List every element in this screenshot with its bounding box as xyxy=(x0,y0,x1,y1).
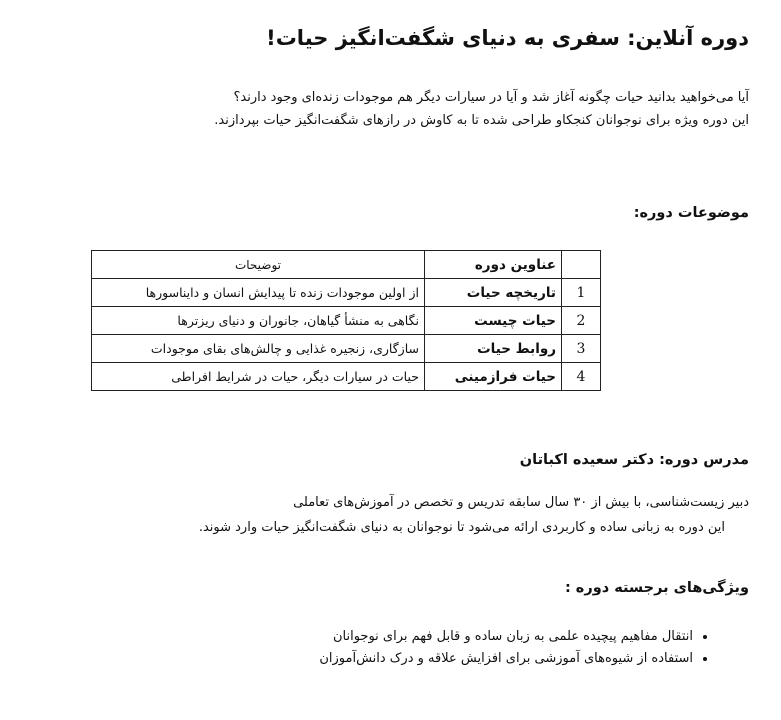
topics-table xyxy=(91,250,601,391)
teacher-heading: مدرس دوره: دکتر سعیده اکباتان xyxy=(519,452,749,468)
topics-heading: موضوعات دوره: xyxy=(633,205,749,221)
row-number: 3 xyxy=(562,335,601,363)
table-header-row xyxy=(92,251,601,279)
row-number: 1 xyxy=(562,279,601,307)
row-number: 4 xyxy=(562,363,601,391)
teacher-paragraph xyxy=(49,490,749,540)
features-heading: ویژگی‌های برجسته دوره : xyxy=(564,580,749,596)
row-title: تاریخچه حیات xyxy=(425,279,562,307)
table-header-description: توضیحات xyxy=(92,251,425,279)
intro-line: این دوره ویژه برای نوجوانان کنجکاو طراحی شده تا به کاوش در رازهای شگفت‌انگیز حیات بپردازند. xyxy=(214,113,749,128)
row-number: 2 xyxy=(562,307,601,335)
row-title: حیات چیست xyxy=(425,307,562,335)
teacher-line: دبیر زیست‌شناسی، با بیش از ۳۰ سال سابقه تدریس و تخصص در آموزش‌های تعاملی xyxy=(293,495,749,510)
intro-line: آیا می‌خواهید بدانید حیات چگونه آغاز شد و آیا در سیارات دیگر هم موجودات زنده‌ای وجود دارند؟ xyxy=(233,90,749,105)
table-row xyxy=(92,307,601,335)
teacher-line: این دوره به زبانی ساده و کاربردی ارائه می‌شود تا نوجوانان به دنیای شگفت‌انگیز حیات وارد شوند. xyxy=(198,520,725,535)
table-header-title: عناوین دوره xyxy=(425,251,562,279)
table-row xyxy=(92,335,601,363)
row-description: نگاهی به منشأ گیاهان، جانوران و دنیای ریزترها xyxy=(92,307,425,335)
list-item: • انتقال مفاهیم پیچیده علمی به زبان ساده و قابل فهم برای نوجوانان xyxy=(53,626,693,648)
features-list xyxy=(53,626,711,670)
row-title: روابط حیات xyxy=(425,335,562,363)
table-row xyxy=(92,279,601,307)
row-description: از اولین موجودات زنده تا پیدایش انسان و دایناسورها xyxy=(92,279,425,307)
row-title: حیات فرازمینی xyxy=(425,363,562,391)
list-item: • استفاده از شیوه‌های آموزشی برای افزایش علاقه و درک دانش‌آموزان xyxy=(53,648,693,670)
table-row xyxy=(92,363,601,391)
intro-paragraph xyxy=(49,86,749,132)
row-description: حیات در سیارات دیگر، حیات در شرایط افراطی xyxy=(92,363,425,391)
page-title: دوره آنلاین: سفری به دنیای شگفت‌انگیز حیات! xyxy=(266,26,749,50)
row-description: سازگاری، زنجیره غذایی و چالش‌های بقای موجودات xyxy=(92,335,425,363)
table-header-number xyxy=(562,251,601,279)
